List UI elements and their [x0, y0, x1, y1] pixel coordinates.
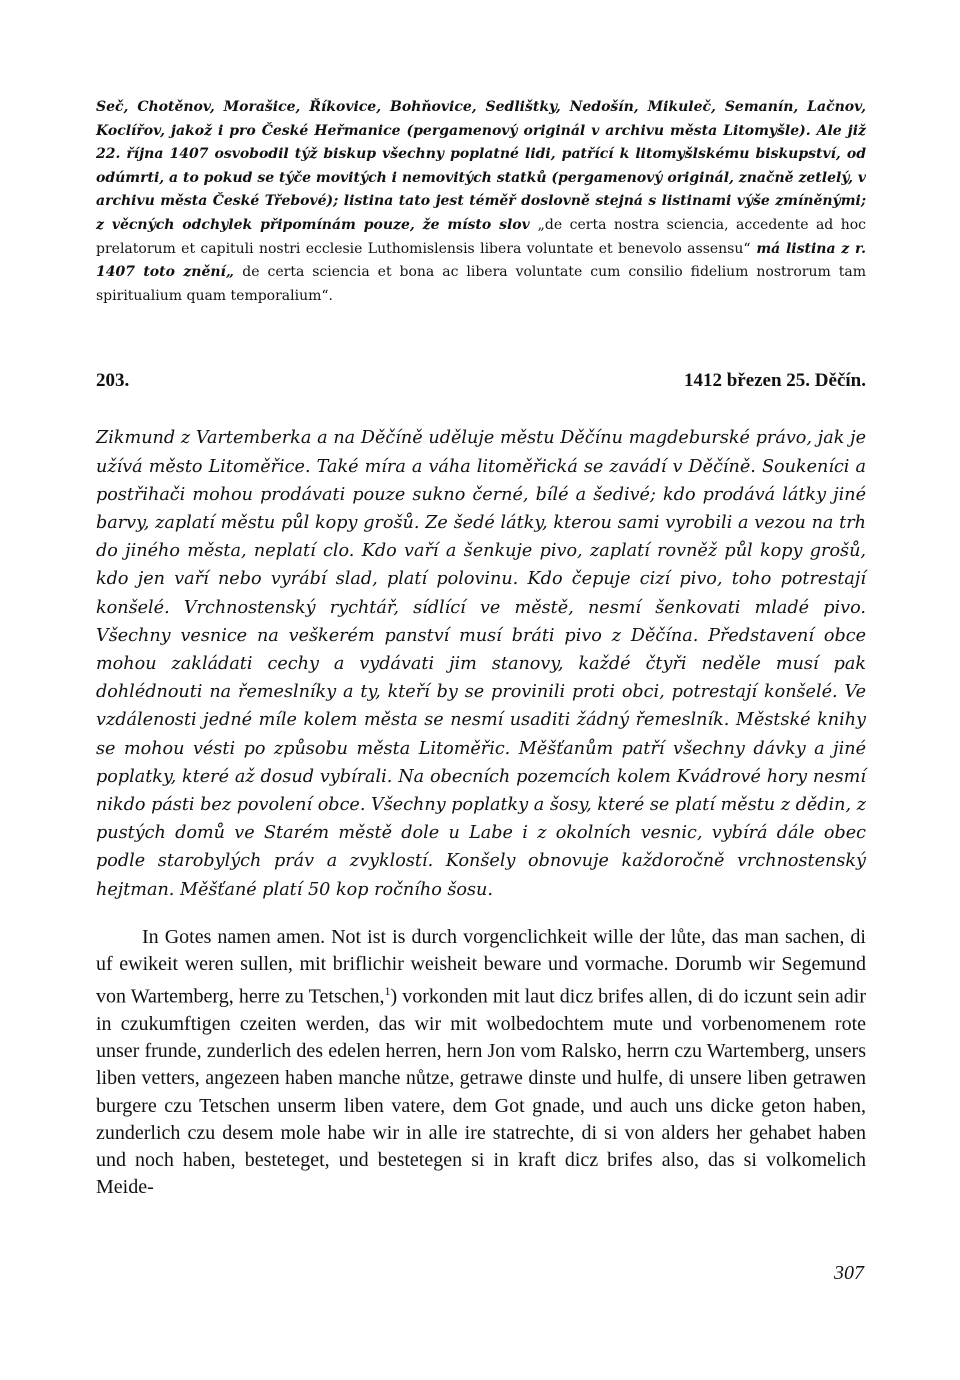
charter-text: [96, 924, 866, 1202]
entry-number: 203.: [96, 370, 130, 392]
charter-text-part-1: In Gotes namen amen. Not ist is durch vorgenclichkeit wille der lůte, das man sachen, di uf ewikeit weren sullen, mit briflichir weisheit beware und vormache. Dorumb wir Segemund von Wartemberg, herre zu Tetschen,: [96, 925, 866, 1008]
entry-heading: [96, 370, 866, 400]
document-page: [96, 96, 866, 1201]
note-czech-text-1: Seč, Chotěnov, Morašice, Říkovice, Bohňovice, Sedlištky, Nedošín, Mikuleč, Semanín, Lačnov, Koclířov, jakož i pro České Heřmanice (pergamenový originál v archivu města Litomyšle). Ale již 22. října 1407 osvobodil týž biskup všechny poplatné lidi, patřící k litomyšlskému biskupství, od odúmrti, a to pokud se týče movitých i nemovitých statků (pergamenový originál, značně zetlelý, v archivu města České Třebové); listina tato jest téměř doslovně stejná s listinami výše zmíněnými; z věcných odchylek připomínám pouze, že místo slov: [96, 99, 866, 233]
entry-date-place: 1412 březen 25. Děčín.: [683, 370, 866, 392]
note-latin-quote-1: „de certa nostra sciencia, accedente ad hoc prelatorum et capituli nostri ecclesie Luthomislensis libera voluntate et benevolo assensu“: [96, 216, 867, 257]
footnote-reference: 1: [384, 984, 391, 999]
previous-entry-note: [96, 96, 866, 308]
page-number: 307: [834, 1262, 864, 1284]
note-czech-text-2: má listina z r. 1407 toto znění„: [96, 240, 866, 281]
entry-regest: Zikmund z Vartemberka a na Děčíně uděluje městu Děčínu magdeburské právo, jak je užívá město Litoměřice. Také míra a váha litoměřická se zavádí v Děčíně. Soukeníci a postřihači mohou prodávati pouze sukno černé, bílé a šedivé; kdo prodává látky jiné barvy, zaplatí městu půl kopy grošů. Ze šedé látky, kterou sami vyrobili a vezou na trh do jiného města, neplatí clo. Kdo vaří a šenkuje pivo, zaplatí rovněž půl kopy grošů, kdo jen vaří nebo vyrábí slad, platí polovinu. Kdo čepuje cizí pivo, toho potrestají konšelé. Vrchnostenský rychtář, sídlící ve městě, nesmí šenkovati mladé pivo. Všechny vesnice na veškerém panství musí bráti pivo z Děčína. Představení obce mohou zakládati cechy a vydávati jim stanovy, každé čtyři neděle musí pak dohlédnouti na řemeslníky a ty, kteří by se provinili proti obci, potrestají konšelé. Ve vzdálenosti jedné míle kolem města se nesmí usaditi žádný řemeslník. Městské knihy se mohou vésti po způsobu města Litoměřic. Měšťanům patří všechny dávky a jiné poplatky, které až dosud vybírali. Na obecních pozemcích kolem Kvádrové hory nesmí nikdo pásti bez povolení obce. Všechny poplatky a šosy, které se platí městu z dědin, z pustých domů ve Starém městě dole u Labe i z okolních vesnic, vybírá dále obec podle starobylých práv a zvyklostí. Konšely obnovuje každoročně vrchnostenský hejtman. Měšťané platí 50 kop ročního šosu.: [96, 428, 866, 900]
note-latin-quote-2: de certa sciencia et bona ac libera voluntate cum consilio fidelium nostrorum tam spiritualium quam temporalium“.: [96, 264, 866, 304]
charter-text-part-2: ) vorkonden mit laut dicz brifes allen, di do iczunt sein adir in czukumftigen czeiten werden, das wir mit wolbedochtem mute und vorbenomenem rote unser frunde, zunderlich des edelen herren, hern Jon vom Ralsko, herrn czu Wartemberg, unsers liben vetters, angezeen haben manche nůtze, getrawe dinste und hulfe, di unsere liben getrawen burgere czu Tetschen unserm liben vatere, dem Got gnade, und auch uns dicke geton haben, zunderlich czu desem mole habe wir in alle ire statrechte, di si von alders her gehabet haben und noch haben, besteteget, und bestetegen si in kraft dicz brifes also, das si volkomelich Meide-: [96, 985, 866, 1199]
